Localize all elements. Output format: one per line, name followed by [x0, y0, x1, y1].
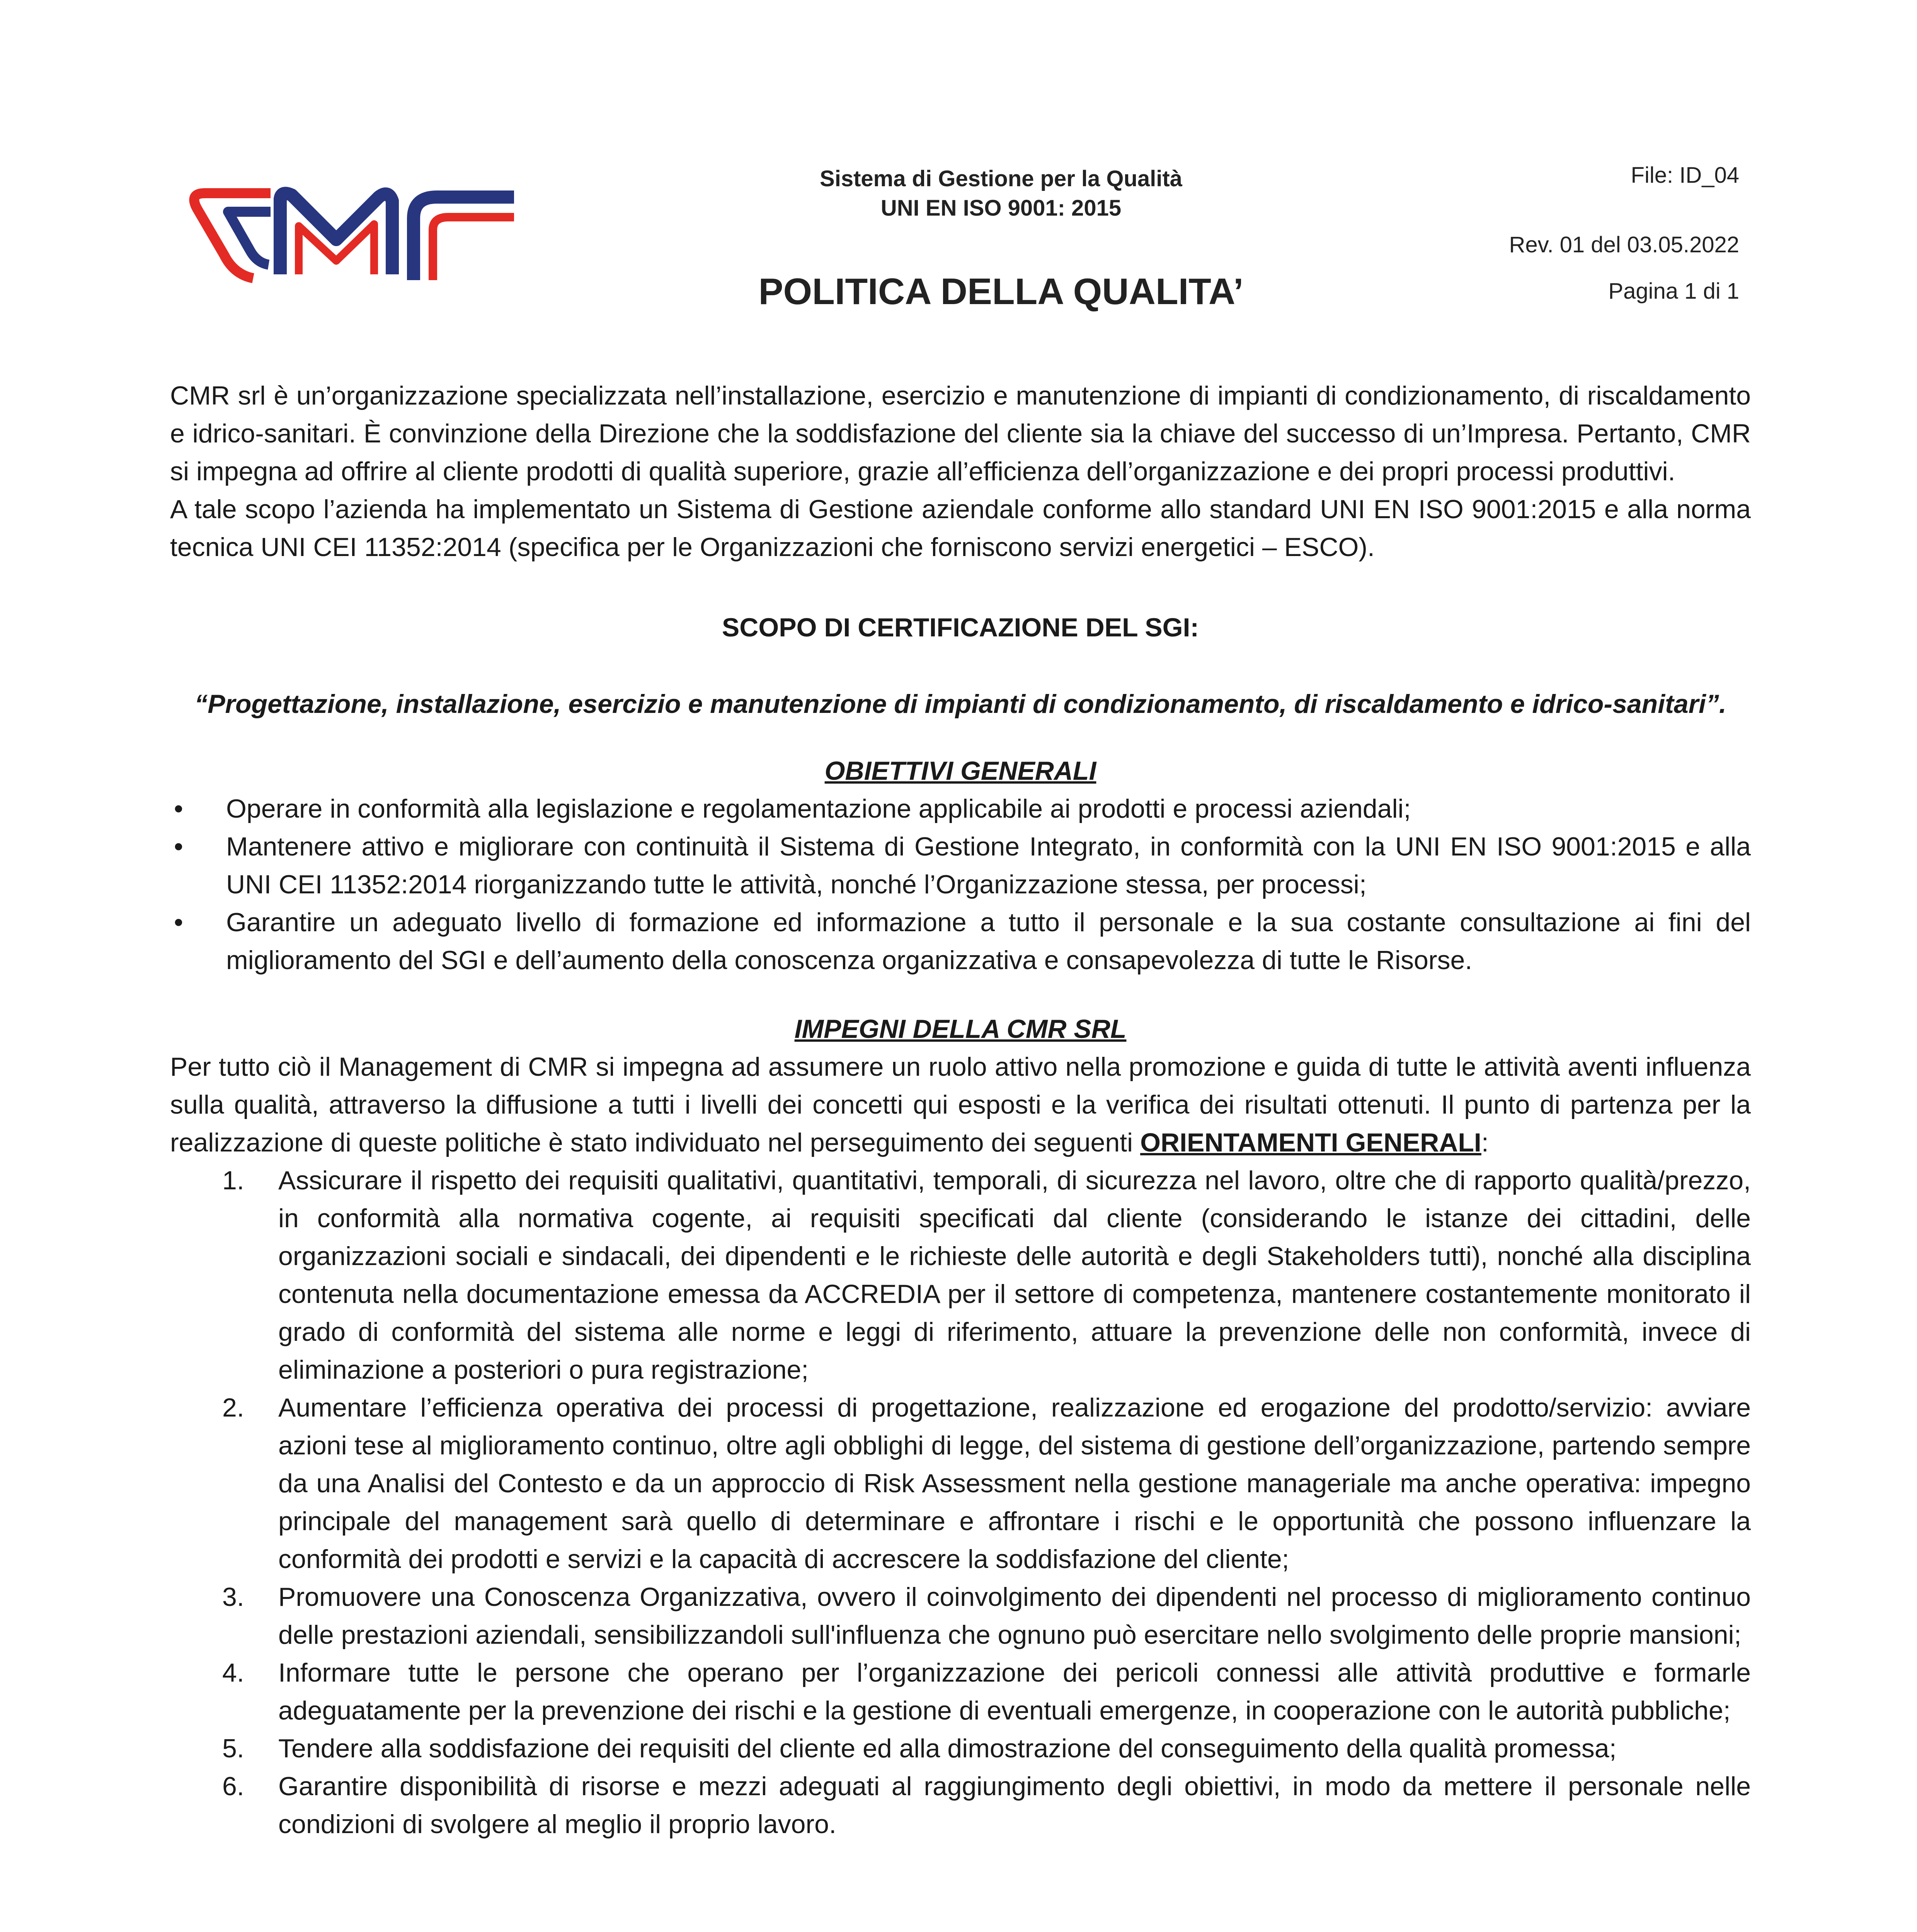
- commitment-number: 2.: [222, 1393, 244, 1422]
- commitment-text: Tendere alla soddisfazione dei requisiti del cliente ed alla dimostrazione del conseguimento della qualità promessa;: [278, 1734, 1617, 1763]
- commitment-number: 4.: [222, 1658, 244, 1687]
- commitment-text: Promuovere una Conoscenza Organizzativa, ovvero il coinvolgimento dei dipendenti nel processo di miglioramento continuo delle prestazioni aziendali, sensibilizzandoli sull'influenza che ognuno può esercitare nello svolgimento delle proprie mansioni;: [278, 1582, 1751, 1650]
- commitment-text: Informare tutte le persone che operano per l’organizzazione dei pericoli connessi alle attività produttive e formarle adeguatamente per la prevenzione dei rischi e la gestione di eventuali emergenze, in cooperazione con le autorità pubbliche;: [278, 1658, 1751, 1725]
- header-page-number: Pagina 1 di 1: [1608, 279, 1739, 304]
- commitment-item: [170, 1389, 1751, 1578]
- header-revision: Rev. 01 del 03.05.2022: [1509, 232, 1739, 257]
- orientamenti-generali-emphasis: ORIENTAMENTI GENERALI: [1140, 1128, 1481, 1157]
- header-system: [657, 164, 1345, 223]
- header-system-name: Sistema di Gestione per la Qualità: [820, 166, 1182, 191]
- commitments-intro-text: Per tutto ciò il Management di CMR si impegna ad assumere un ruolo attivo nella promozione e guida di tutte le attività aventi influenza sulla qualità, attraverso la diffusione a tutti i livelli dei concetti qui esposti e la verifica dei risultati ottenuti. Il punto di partenza per la realizzazione di queste politiche è stato individuato nel perseguimento dei seguenti: [170, 1052, 1751, 1157]
- header-standard: UNI EN ISO 9001: 2015: [880, 196, 1122, 221]
- commitment-item: [170, 1162, 1751, 1389]
- commitment-number: 3.: [222, 1582, 244, 1612]
- objective-item: • Mantenere attivo e migliorare con continuità il Sistema di Gestione Integrato, in conformità con la UNI EN ISO 9001:2015 e alla UNI CEI 11352:2014 riorganizzando tutte le attività, nonché l’Organizzazione stessa, per processi;: [170, 828, 1751, 903]
- commitment-text: Garantire disponibilità di risorse e mezzi adeguati al raggiungimento degli obiettivi, in modo da mettere il personale nelle condizioni di svolgere al meglio il proprio lavoro.: [278, 1772, 1751, 1839]
- document-body: [170, 377, 1751, 1843]
- commitment-item: [170, 1578, 1751, 1654]
- commitments-heading: IMPEGNI DELLA CMR SRL: [794, 1014, 1127, 1044]
- commitments-intro: [170, 1048, 1751, 1162]
- commitment-number: 1.: [222, 1166, 244, 1195]
- commitment-item: [170, 1767, 1751, 1843]
- objectives-list: [170, 790, 1751, 979]
- commitment-text: Aumentare l’efficienza operativa dei processi di progettazione, realizzazione ed erogazione del prodotto/servizio: avviare azioni tese al miglioramento continuo, oltre agli obblighi di legge, del sistema di gestione dell’organizzazione, partendo sempre da una Analisi del Contesto e da un approccio di Risk Assessment nella gestione manageriale ma anche operativa: impegno principale del management sarà quello di determinare e affrontare i rischi e le opportunità che possono influenzare la conformità dei prodotti e servizi e la capacità di accrescere la soddisfazione del cliente;: [278, 1393, 1751, 1574]
- commitments-colon: :: [1481, 1128, 1489, 1157]
- intro-paragraph-1: CMR srl è un’organizzazione specializzata nell’installazione, esercizio e manutenzione di impianti di condizionamento, di riscaldamento e idrico-sanitari. È convinzione della Direzione che la soddisfazione del cliente sia la chiave del successo di un’Impresa. Pertanto, CMR si impegna ad offrire al cliente prodotti di qualità superiore, grazie all’efficienza dell’organizzazione e dei propri processi produttivi.: [170, 381, 1751, 486]
- commitment-item: [170, 1730, 1751, 1767]
- scope-text: “Progettazione, installazione, esercizio e manutenzione di impianti di condizionamento, di riscaldamento e idrico-sanitari”.: [194, 689, 1726, 719]
- cmr-logo: [182, 182, 529, 294]
- document-title: POLITICA DELLA QUALITA’: [758, 271, 1244, 312]
- logo-r-red: [433, 217, 514, 280]
- objective-item: • Garantire un adeguato livello di formazione ed informazione a tutto il personale e la sua costante consultazione ai fini del miglioramento del SGI e dell’aumento della conoscenza organizzativa e consapevolezza di tutte le Risorse.: [170, 903, 1751, 979]
- commitments-list: [170, 1162, 1751, 1843]
- commitment-number: 5.: [222, 1734, 244, 1763]
- scope-heading: SCOPO DI CERTIFICAZIONE DEL SGI:: [722, 613, 1199, 642]
- intro-paragraph-2: A tale scopo l’azienda ha implementato un Sistema di Gestione aziendale conforme allo standard UNI EN ISO 9001:2015 e alla norma tecnica UNI CEI 11352:2014 (specifica per le Organizzazioni che forniscono servizi energetici – ESCO).: [170, 495, 1751, 562]
- objectives-heading: OBIETTIVI GENERALI: [824, 756, 1096, 786]
- header-file-id: File: ID_04: [1631, 163, 1739, 188]
- commitment-item: [170, 1654, 1751, 1730]
- commitment-number: 6.: [222, 1772, 244, 1801]
- objective-item: • Operare in conformità alla legislazione e regolamentazione applicabile ai prodotti e processi aziendali;: [170, 790, 1751, 828]
- commitment-text: Assicurare il rispetto dei requisiti qualitativi, quantitativi, temporali, di sicurezza nel lavoro, oltre che di rapporto qualità/prezzo, in conformità alla normativa cogente, ai requisiti specificati dal cliente (considerando le istanze dei cittadini, delle organizzazioni sociali e sindacali, dei dipendenti e le richieste delle autorità e degli Stakeholders tutti), nonché alla disciplina contenuta nella documentazione emessa da ACCREDIA per il settore di competenza, mantenere costantemente monitorato il grado di conformità del sistema alle norme e leggi di riferimento, attuare la prevenzione delle non conformità, invece di eliminazione a posteriori o pura registrazione;: [278, 1166, 1751, 1384]
- logo-c-blue: [228, 212, 271, 265]
